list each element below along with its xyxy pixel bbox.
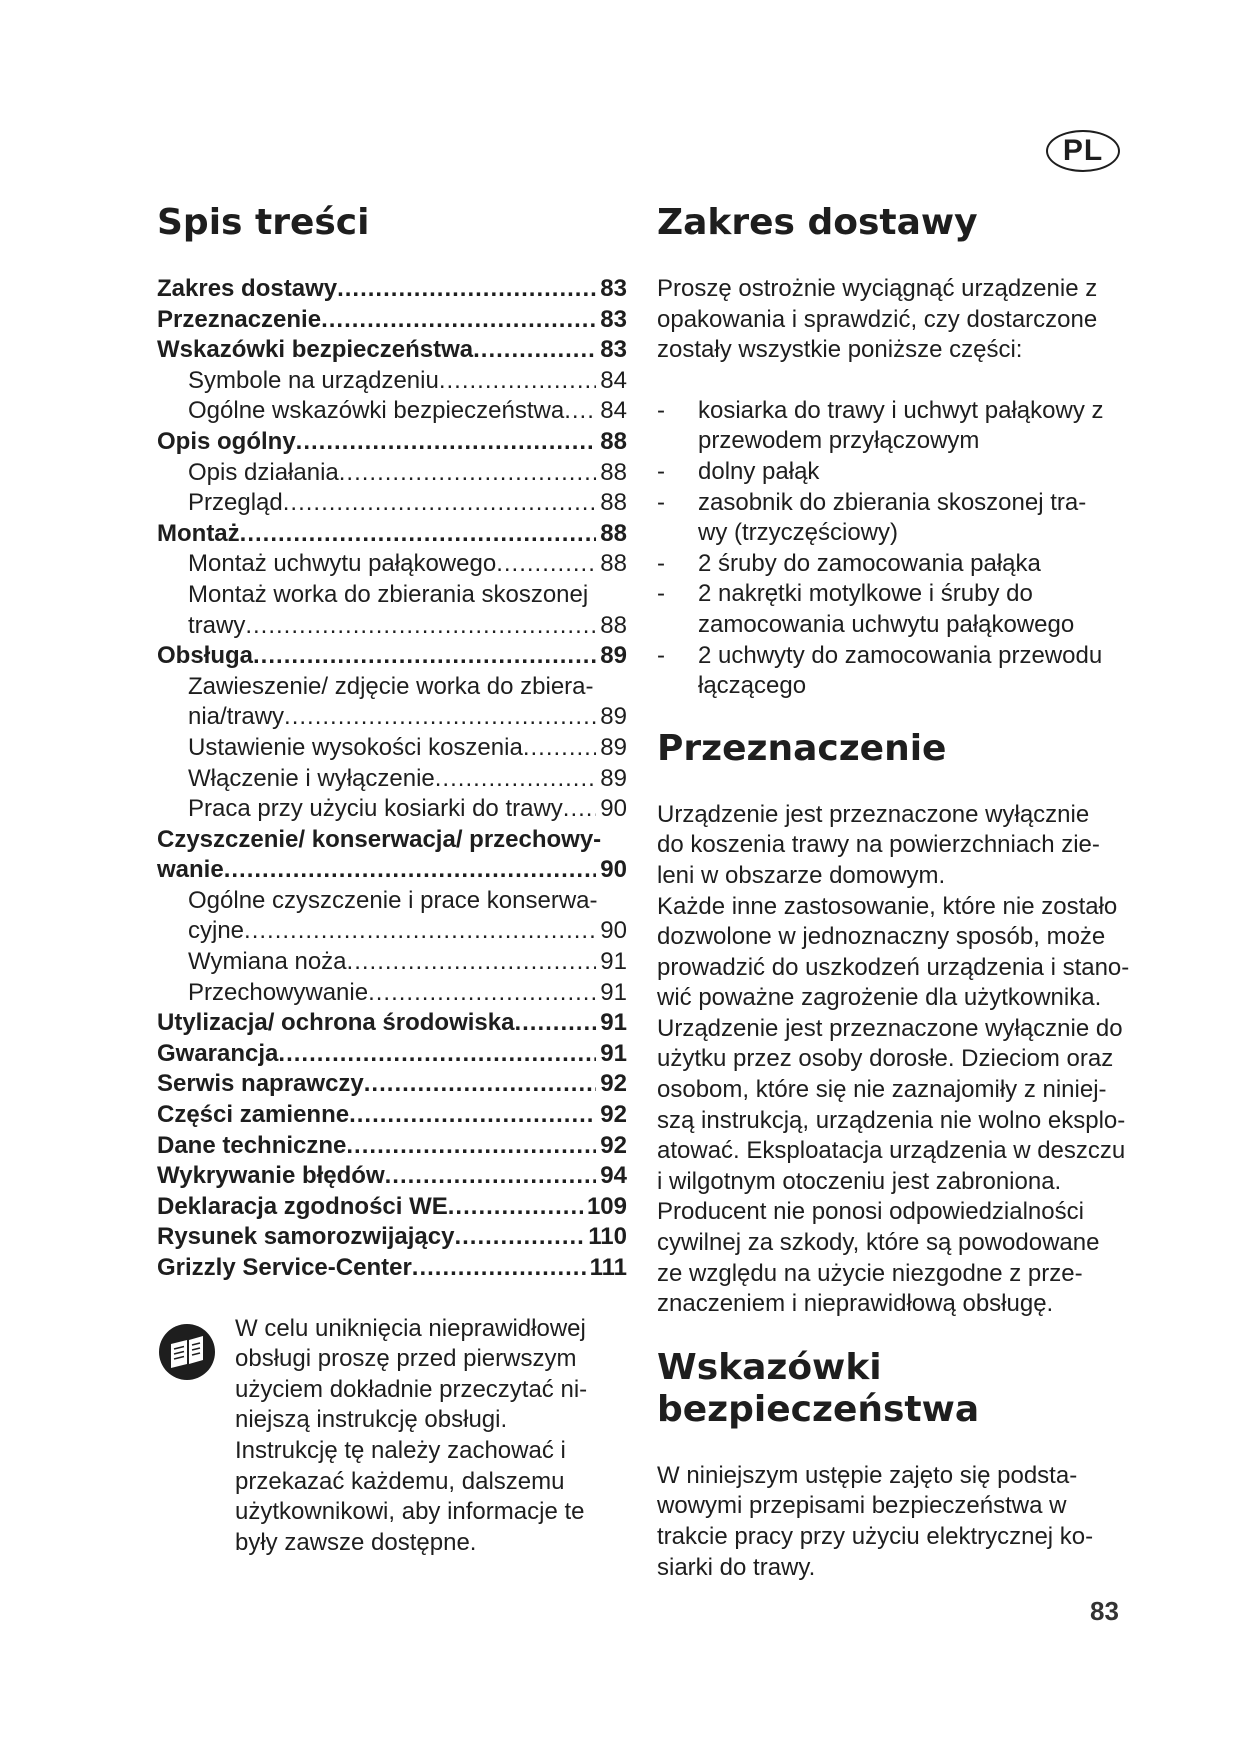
toc-dot-leader [385, 1161, 597, 1192]
toc-dot-leader [514, 1008, 596, 1039]
toc-entry-title: Obsługa [157, 642, 254, 670]
read-manual-note [157, 1314, 627, 1559]
toc-entry-title: Dane techniczne [157, 1131, 347, 1159]
toc-entry [157, 947, 627, 978]
toc-entry-page: 92 [600, 1070, 627, 1098]
note-line: były zawsze dostępne. [235, 1528, 477, 1556]
list-item-line: - kosiarka do trawy i uchwyt pałąkowy z [698, 396, 1104, 424]
purpose-line: do koszenia trawy na powierzchniach zie- [657, 831, 1100, 859]
toc-entry-title: Gwarancja [157, 1039, 279, 1067]
toc-entry-page: 111 [589, 1254, 627, 1281]
toc-entry [157, 305, 627, 336]
toc-dot-leader [523, 733, 596, 764]
toc-entry-page: 92 [600, 1131, 627, 1159]
toc-entry-lead: Montaż worka do zbierania skoszonej [188, 580, 589, 608]
toc-entry [157, 1039, 627, 1070]
note-line: obsługi proszę przed pierwszym [235, 1345, 577, 1373]
purpose-line: Producent nie ponosi odpowiedzialności [657, 1198, 1084, 1226]
toc-dot-leader [240, 519, 597, 550]
purpose-line: Urządzenie jest przeznaczone wyłącznie [657, 800, 1090, 828]
toc-entry [157, 366, 627, 397]
toc-entry [157, 611, 627, 642]
purpose-line: i wilgotnym otoczeniu jest zabroniona. [657, 1167, 1062, 1195]
toc-entry-page: 92 [600, 1101, 627, 1129]
toc-entry [157, 488, 627, 519]
toc-entry [157, 396, 627, 427]
safety-heading-line: bezpieczeństwa [657, 1388, 980, 1430]
safety-line: trakcie pracy przy użyciu elektrycznej ko- [657, 1523, 1094, 1550]
toc-entry-page: 88 [600, 489, 627, 517]
toc-dot-leader [439, 366, 596, 397]
purpose-line: cywilnej za szkody, które są powodowane [657, 1229, 1100, 1257]
safety-heading [657, 1347, 1157, 1431]
toc-dot-leader [253, 641, 596, 672]
delivery-intro-line: opakowania i sprawdzić, czy dostarczone [657, 305, 1098, 333]
purpose-line: atować. Eksploatacja urządzenia w deszczu [657, 1137, 1126, 1165]
toc-entry-title: Ogólne wskazówki bezpieczeństwa [188, 397, 565, 425]
toc-entry-title: Grizzly Service-Center [157, 1254, 412, 1281]
toc-dot-leader [296, 427, 597, 458]
toc-dot-leader [284, 702, 596, 733]
safety-heading-line: Wskazówki [657, 1346, 882, 1388]
toc-entry-page: 84 [600, 397, 627, 425]
page-number: 83 [1090, 1596, 1119, 1626]
delivery-intro-line: zostały wszystkie poniższe części: [657, 336, 1023, 364]
toc-entry-title: Serwis naprawczy [157, 1070, 364, 1098]
delivery-heading: Zakres dostawy [657, 202, 978, 243]
toc-entry-title: Praca przy użyciu kosiarki do trawy [188, 795, 563, 823]
toc-entry-page: 90 [600, 856, 627, 884]
toc-entry [157, 855, 627, 886]
list-item-line: - 2 uchwyty do zamocowania przewodu [698, 641, 1103, 669]
toc-entry [157, 1192, 627, 1223]
toc-entry-page: 88 [600, 458, 627, 486]
purpose-line: Urządzenie jest przeznaczone wyłącznie do [657, 1014, 1123, 1042]
toc-entry-title: wanie [157, 856, 224, 884]
toc-dot-leader [346, 1131, 596, 1162]
toc-entry-page: 88 [600, 611, 627, 639]
purpose-line: osobom, które się nie zaznajomiły z niniej- [657, 1076, 1107, 1104]
note-line: niejszą instrukcję obsługi. [235, 1406, 508, 1434]
toc-entry [157, 733, 627, 764]
toc-entry [157, 1253, 627, 1284]
toc-entry [157, 274, 627, 305]
toc-entry-title: Przegląd [188, 489, 283, 517]
toc-entry-title: Montaż [157, 519, 240, 547]
toc-dot-leader [368, 978, 596, 1009]
delivery-intro-line: Proszę ostrożnie wyciągnąć urządzenie z [657, 275, 1098, 302]
list-item [657, 488, 1157, 549]
toc-dot-leader [283, 488, 597, 519]
list-item-line: łączącego [698, 672, 807, 700]
list-item-line: wy (trzyczęściowy) [698, 519, 899, 547]
purpose-line: prowadzić do uszkodzeń urządzenia i stano- [657, 953, 1130, 981]
toc-entry-title: Przechowywanie [188, 978, 369, 1006]
toc-entry [157, 549, 627, 580]
toc-entry [157, 916, 627, 947]
toc-dot-leader [435, 764, 597, 795]
note-line: użytkownikowi, aby informacje te [235, 1498, 585, 1526]
toc-entry-title: Deklaracja zgodności WE [157, 1192, 448, 1220]
list-item-line: - 2 śruby do zamocowania pałąka [698, 549, 1041, 577]
note-line: Instrukcję tę należy zachować i [235, 1436, 566, 1464]
note-line: użyciem dokładnie przeczytać ni- [235, 1375, 588, 1403]
toc-entry-page: 84 [600, 366, 627, 394]
toc-entry-title: Wymiana noża [188, 948, 347, 976]
toc-dot-leader [278, 1039, 596, 1070]
toc-entry-title: Ustawienie wysokości koszenia [188, 733, 523, 761]
toc-entry-page: 88 [600, 519, 627, 547]
purpose-line: ze względu na użycie niezgodne z prze- [657, 1259, 1083, 1287]
note-text [235, 1314, 587, 1559]
safety-line: siarki do trawy. [657, 1553, 816, 1581]
toc-dot-leader [563, 794, 597, 825]
safety-text [657, 1461, 1157, 1583]
toc-dot-leader [454, 1222, 584, 1253]
toc-entry-title: Opis ogólny [157, 427, 296, 455]
list-item-line: - zasobnik do zbierania skoszonej tra- [698, 488, 1087, 516]
toc-entry [157, 1008, 627, 1039]
purpose-line: leni w obszarze domowym. [657, 861, 946, 889]
toc-entry-page: 88 [600, 427, 627, 455]
toc-entry [157, 702, 627, 733]
toc-dot-leader [321, 305, 596, 336]
toc-dot-leader [347, 947, 597, 978]
read-manual-icon [157, 1322, 217, 1559]
purpose-line: wić poważne zagrożenie dla użytkownika. [657, 984, 1102, 1012]
purpose-line: szą instrukcją, urządzenia nie wolno eksplo- [657, 1106, 1126, 1134]
purpose-line: Każde inne zastosowanie, które nie zostało [657, 892, 1118, 920]
left-column [157, 202, 627, 1558]
toc-entry-title: Przeznaczenie [157, 305, 322, 333]
toc-entry [157, 641, 627, 672]
toc-entry-page: 110 [588, 1223, 627, 1251]
toc-entry [157, 764, 627, 795]
toc-entry-page: 89 [600, 733, 627, 761]
purpose-text [657, 800, 1157, 1320]
toc-entry-title: Symbole na urządzeniu [188, 366, 439, 394]
purpose-line: znaczeniem i nieprawidłową obsługę. [657, 1290, 1054, 1318]
purpose-heading: Przeznaczenie [657, 727, 947, 769]
toc-entry-page: 83 [600, 275, 627, 302]
safety-line: wowymi przepisami bezpieczeństwa w [657, 1492, 1067, 1520]
toc-entry [157, 458, 627, 489]
toc-entry [157, 978, 627, 1009]
list-item-line: - dolny pałąk [698, 457, 820, 485]
toc-entry-title: trawy [188, 611, 246, 639]
toc-entry [157, 335, 627, 366]
delivery-parts-list [657, 396, 1157, 702]
toc-dot-leader [339, 458, 597, 489]
toc-entry-page: 83 [600, 305, 627, 333]
list-item-line: przewodem przyłączowym [698, 427, 980, 455]
list-item-line: zamocowania uchwytu pałąkowego [698, 610, 1075, 638]
toc-dot-leader [244, 916, 596, 947]
toc-entry-page: 91 [600, 948, 627, 976]
toc-entry-page: 90 [600, 795, 627, 823]
toc-entry-lead: Czyszczenie/ konserwacja/ przechowy- [157, 825, 602, 853]
toc-dot-leader [349, 1100, 596, 1131]
list-item [657, 457, 1157, 488]
list-item [657, 579, 1157, 640]
toc-entry-page: 91 [600, 1039, 627, 1067]
right-column [657, 202, 1157, 1583]
toc-entry-title: Wskazówki bezpieczeństwa [157, 336, 474, 364]
toc-dot-leader [337, 274, 596, 305]
toc-entry [157, 427, 627, 458]
toc-entry-title: nia/trawy [188, 703, 285, 731]
toc-entry-title: Włączenie i wyłączenie [188, 764, 435, 792]
toc-dot-leader [564, 396, 596, 427]
toc-title: Spis treści [157, 202, 370, 243]
toc-entry-page: 89 [600, 764, 627, 792]
toc-dot-leader [364, 1069, 597, 1100]
toc-entry-title: Wykrywanie błędów [157, 1162, 385, 1190]
toc-entry-title: Części zamienne [157, 1101, 350, 1129]
toc-entry-title: cyjne [188, 917, 245, 945]
purpose-line: użytku przez osoby dorosłe. Dzieciom oraz [657, 1045, 1114, 1073]
toc-entry-title: Opis działania [188, 458, 339, 486]
list-item [657, 396, 1157, 457]
toc-entry-page: 88 [600, 550, 627, 578]
toc-entry [157, 794, 627, 825]
table-of-contents [157, 274, 627, 1284]
toc-dot-leader [473, 335, 596, 366]
toc-entry-lead: Zawieszenie/ zdjęcie worka do zbiera- [188, 672, 594, 700]
toc-entry-page: 89 [600, 703, 627, 731]
toc-entry-lead: Ogólne czyszczenie i prace konserwa- [188, 886, 598, 914]
toc-entry-page: 91 [600, 978, 627, 1006]
toc-dot-leader [245, 611, 596, 642]
toc-entry-title: Rysunek samorozwijający [157, 1223, 455, 1251]
language-badge: PL [1046, 130, 1120, 172]
toc-dot-leader [224, 855, 597, 886]
toc-entry-page: 90 [600, 917, 627, 945]
toc-entry-page: 94 [600, 1162, 627, 1190]
toc-entry [157, 1131, 627, 1162]
note-line: W celu uniknięcia nieprawidłowej [235, 1314, 586, 1342]
safety-line: W niniejszym ustępie zajęto się podsta- [657, 1461, 1078, 1489]
toc-entry [157, 1161, 627, 1192]
toc-dot-leader [412, 1253, 586, 1284]
list-item-line: - 2 nakrętki motylkowe i śruby do [698, 580, 1033, 608]
toc-entry-title: Zakres dostawy [157, 275, 338, 302]
note-line: przekazać każdemu, dalszemu [235, 1467, 565, 1495]
list-item [657, 549, 1157, 580]
toc-entry [157, 1222, 627, 1253]
toc-entry-page: 91 [600, 1009, 627, 1037]
purpose-line: dozwolone w jednoznaczny sposób, może [657, 923, 1106, 951]
toc-entry-page: 109 [586, 1192, 627, 1220]
toc-entry-title: Utylizacja/ ochrona środowiska [157, 1009, 515, 1037]
toc-dot-leader [448, 1192, 583, 1223]
toc-dot-leader [496, 549, 596, 580]
toc-entry-title: Montaż uchwytu pałąkowego [188, 550, 497, 578]
list-item [657, 641, 1157, 702]
toc-entry [157, 1100, 627, 1131]
delivery-intro [657, 274, 1157, 366]
toc-entry [157, 1069, 627, 1100]
toc-entry-page: 89 [600, 642, 627, 670]
toc-entry [157, 519, 627, 550]
toc-entry-page: 83 [600, 336, 627, 364]
